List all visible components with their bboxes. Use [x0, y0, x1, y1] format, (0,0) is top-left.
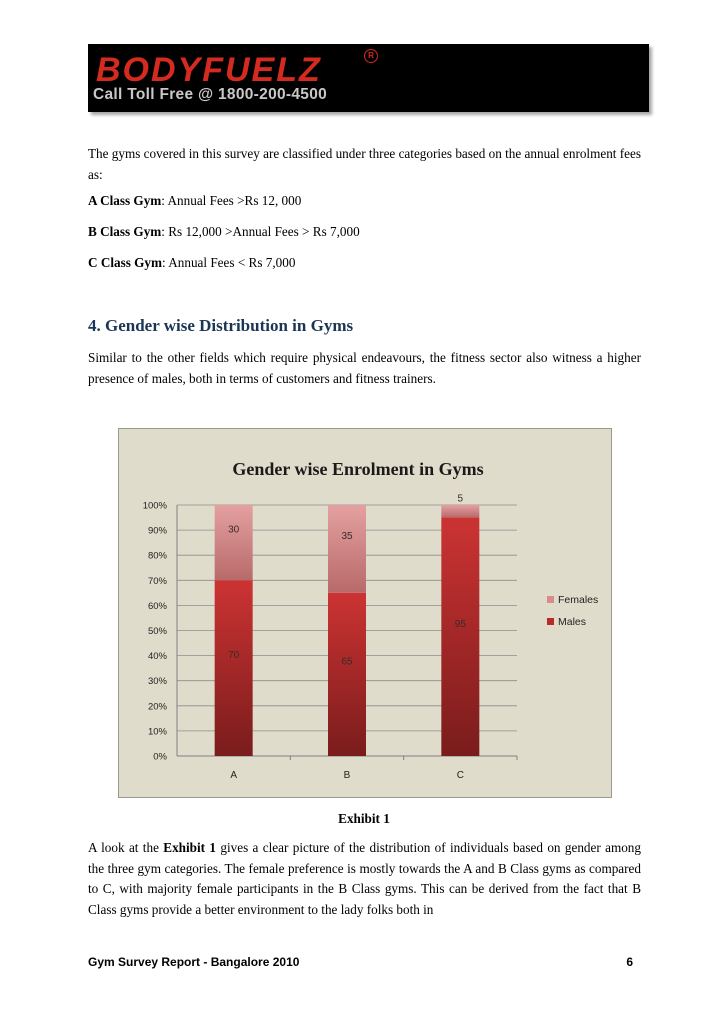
data-label: 30	[228, 524, 240, 536]
closing-before: A look at the	[88, 840, 164, 855]
class-a-desc: : Annual Fees >Rs 12, 000	[161, 193, 302, 208]
footer-title: Gym Survey Report - Bangalore 2010	[88, 955, 300, 969]
y-tick-label: 0%	[153, 751, 167, 763]
exhibit-caption: Exhibit 1	[338, 811, 390, 826]
closing-after: gives a clear picture of the distribution of individuals based on gender among the three gym categories. The female preference is mostly towards the A and B Class gyms as compared to C, with majority female participants in the B Class gyms. This can be derived from the fact that B Class gyms provide a better environment to the lady folks both in	[88, 840, 641, 917]
y-tick-label: 40%	[147, 651, 167, 663]
y-tick-label: 10%	[147, 726, 167, 738]
class-a-line	[88, 191, 641, 212]
chart-title: Gender wise Enrolment in Gyms	[232, 459, 484, 479]
gender-enrolment-chart	[119, 429, 611, 797]
y-tick-label: 20%	[147, 701, 167, 713]
header-banner	[88, 44, 649, 112]
data-label: 35	[341, 530, 353, 542]
page-number: 6	[626, 955, 633, 969]
section-paragraph: Similar to the other fields which require physical endeavours, the fitness sector also witness a higher presence of males, both in terms of customers and fitness trainers.	[88, 350, 641, 386]
legend-swatch-females	[547, 596, 554, 603]
brand-logo: BODYFUELZ	[96, 51, 322, 89]
bar-males-a	[215, 580, 253, 756]
closing-exhibit-ref: Exhibit 1	[163, 840, 217, 855]
chart-panel	[118, 428, 612, 798]
intro-paragraph: The gyms covered in this survey are classified under three categories based on the annual enrolment fees as:	[88, 146, 641, 182]
class-c-desc: : Annual Fees < Rs 7,000	[162, 255, 296, 270]
toll-free-line: Call Toll Free @ 1800-200-4500	[93, 86, 328, 103]
class-b-name: B Class Gym	[88, 224, 162, 239]
x-tick-label: A	[230, 770, 238, 781]
y-tick-label: 100%	[142, 500, 167, 512]
data-label: 5	[457, 493, 464, 505]
bar-females-c	[441, 505, 479, 518]
bar-females-b	[328, 505, 366, 593]
bar-females-a	[215, 505, 253, 580]
y-tick-label: 80%	[147, 550, 167, 562]
registered-mark-icon: R	[364, 49, 378, 63]
y-tick-label: 50%	[147, 626, 167, 637]
y-tick-label: 70%	[147, 575, 167, 587]
y-tick-label: 90%	[147, 525, 167, 537]
class-a-name: A Class Gym	[88, 193, 162, 208]
y-tick-label: 60%	[147, 600, 167, 612]
class-c-name: C Class Gym	[88, 255, 162, 270]
class-b-line	[88, 222, 641, 243]
bar-males-b	[328, 593, 366, 756]
data-label: 65	[341, 656, 353, 668]
section-heading: 4. Gender wise Distribution in Gyms	[88, 316, 354, 335]
class-c-line	[88, 253, 641, 274]
legend-label-males: Males	[558, 616, 587, 628]
page-footer	[88, 955, 633, 969]
bar-males-c	[441, 518, 479, 756]
x-tick-label: B	[343, 770, 351, 781]
data-label: 95	[454, 618, 466, 630]
legend-label-females: Females	[558, 594, 599, 606]
closing-paragraph	[88, 838, 641, 920]
data-label: 70	[228, 650, 240, 662]
x-tick-label: C	[456, 770, 464, 781]
legend-swatch-males	[547, 618, 554, 625]
y-tick-label: 30%	[147, 676, 167, 688]
class-b-desc: : Rs 12,000 >Annual Fees > Rs 7,000	[161, 224, 360, 239]
